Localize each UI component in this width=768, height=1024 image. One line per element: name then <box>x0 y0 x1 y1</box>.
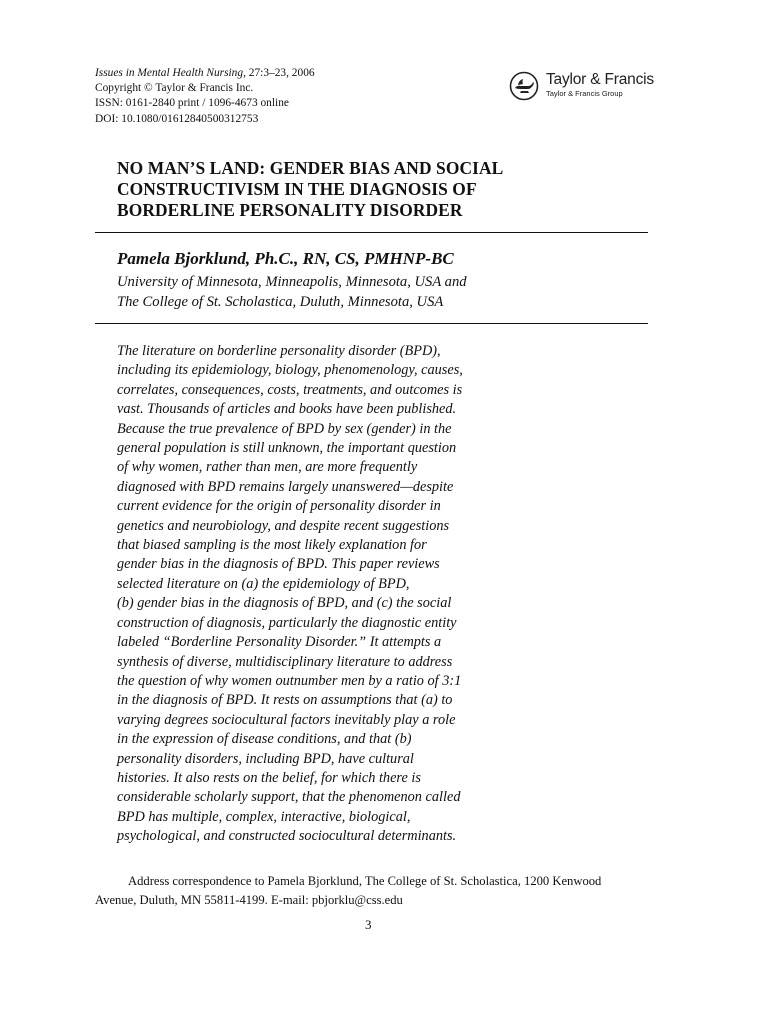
article-title <box>117 158 617 221</box>
abstract-line: of why women, rather than men, are more frequently <box>117 459 418 476</box>
title-line: NO MAN’S LAND: GENDER BIAS AND SOCIAL <box>117 158 504 178</box>
abstract-line: (b) gender bias in the diagnosis of BPD, and (c) the social <box>117 595 452 612</box>
abstract-line: in the expression of disease conditions, and that (b) <box>117 731 412 748</box>
footnote-line: Address correspondence to Pamela Bjorklund, The College of St. Scholastica, 1200 Kenwood <box>128 874 602 888</box>
abstract-line: The literature on borderline personality disorder (BPD), <box>117 343 441 359</box>
publisher-group: Taylor & Francis Group <box>546 89 623 98</box>
abstract-line: that biased sampling is the most likely explanation for <box>117 537 427 554</box>
doi-line: DOI: 10.1080/01612840500312753 <box>95 112 259 125</box>
lamp-emblem-icon <box>509 71 539 101</box>
abstract-line: construction of diagnosis, particularly the diagnostic entity <box>117 614 457 631</box>
title-line: CONSTRUCTIVISM IN THE DIAGNOSIS OF <box>117 179 477 199</box>
abstract-line: vast. Thousands of articles and books have been published. <box>117 401 457 418</box>
abstract-line: synthesis of diverse, multidisciplinary literature to address <box>117 653 453 670</box>
author-affiliation <box>117 272 467 312</box>
publisher-logo <box>509 70 659 104</box>
abstract <box>117 342 557 847</box>
abstract-line: Because the true prevalence of BPD by sex (gender) in the <box>117 420 452 437</box>
abstract-line: general population is still unknown, the important question <box>117 440 457 457</box>
journal-citation <box>95 66 315 81</box>
author-name: Pamela Bjorklund, Ph.C., RN, CS, PMHNP-BC <box>117 249 454 268</box>
abstract-line: including its epidemiology, biology, phenomenology, causes, <box>117 362 463 379</box>
page-number: 3 <box>365 917 372 932</box>
abstract-line: current evidence for the origin of personality disorder in <box>117 498 441 515</box>
abstract-line: correlates, consequences, costs, treatments, and outcomes is <box>117 381 463 398</box>
abstract-line: considerable scholarly support, that the phenomenon called <box>117 789 461 806</box>
abstract-line: selected literature on (a) the epidemiology of BPD, <box>117 575 410 592</box>
journal-name: Issues in Mental Health Nursing <box>95 67 244 79</box>
publisher-name: Taylor & Francis <box>546 71 654 88</box>
copyright-line: Copyright © Taylor & Francis Inc. <box>95 82 254 95</box>
journal-info <box>95 66 315 127</box>
abstract-line: genetics and neurobiology, and despite recent suggestions <box>117 517 450 534</box>
affiliation-line: The College of St. Scholastica, Duluth, Minnesota, USA <box>117 294 444 310</box>
correspondence-footnote <box>95 872 655 910</box>
abstract-line: varying degrees sociocultural factors inevitably play a role <box>117 711 456 728</box>
abstract-line: labeled “Borderline Personality Disorder.” It attempts a <box>117 634 442 651</box>
journal-volume-pages: , 27:3–23, 2006 <box>243 67 315 79</box>
issn-line: ISSN: 0161-2840 print / 1096-4673 online <box>95 97 289 110</box>
author-divider <box>95 323 648 324</box>
abstract-line: BPD has multiple, complex, interactive, biological, <box>117 808 411 825</box>
title-divider <box>95 232 648 233</box>
abstract-line: personality disorders, including BPD, have cultural <box>117 750 414 767</box>
abstract-line: gender bias in the diagnosis of BPD. This paper reviews <box>117 556 440 573</box>
abstract-line: diagnosed with BPD remains largely unanswered—despite <box>117 478 454 495</box>
affiliation-line: University of Minnesota, Minneapolis, Minnesota, USA and <box>117 274 467 290</box>
abstract-line: the question of why women outnumber men by a ratio of 3:1 <box>117 672 462 689</box>
title-line: BORDERLINE PERSONALITY DISORDER <box>117 200 463 220</box>
abstract-line: histories. It also rests on the belief, for which there is <box>117 769 421 786</box>
abstract-line: psychological, and constructed sociocultural determinants. <box>117 828 457 845</box>
abstract-line: in the diagnosis of BPD. It rests on assumptions that (a) to <box>117 692 453 709</box>
footnote-line: Avenue, Duluth, MN 55811-4199. E-mail: pbjorklu@css.edu <box>95 892 403 907</box>
